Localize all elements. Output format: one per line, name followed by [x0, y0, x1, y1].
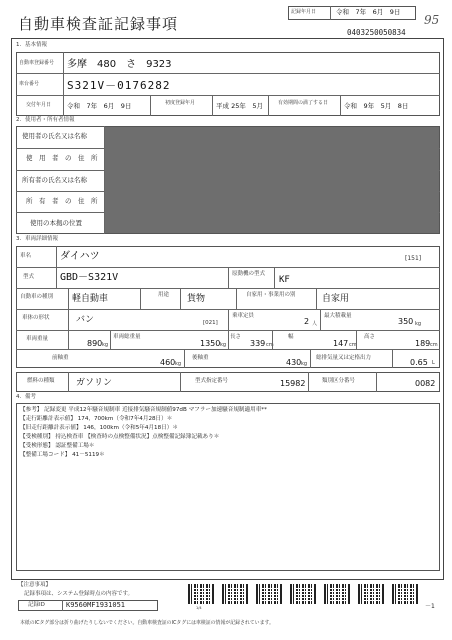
- issue-date-label: 記録年月日: [291, 9, 317, 15]
- redacted-owner-info: [105, 127, 439, 233]
- base-location-label: 使用の本拠の位置: [30, 219, 82, 227]
- qr-code: [358, 584, 384, 604]
- record-id-label: 記録ID: [28, 602, 45, 608]
- capacity-label: 乗車定員: [232, 313, 255, 319]
- type-cert-value: 15982: [280, 379, 306, 388]
- front-axle-label: 前軸重: [52, 355, 69, 361]
- qr-code: [256, 584, 282, 604]
- record-id-value: K9560MF1931051: [66, 601, 126, 609]
- page-mark: －1: [425, 603, 435, 610]
- expiry-value: 令和 9年 5月 8日: [344, 102, 409, 110]
- displacement-value: 0.65: [410, 358, 428, 367]
- qr-code: [324, 584, 350, 604]
- length-label: 長さ: [230, 334, 242, 340]
- qr-code: [392, 584, 418, 604]
- note-line: 【参考】 記録変更 平成12年騒音規制車 近接排気騒音規制値97dB マフラー加速騒音規制適用車**: [20, 407, 267, 413]
- weight-label: 車両重量: [26, 336, 49, 342]
- owner-address-label: 所 有 者 の 住 所: [26, 197, 98, 205]
- body-value: バン: [76, 315, 95, 325]
- front-axle-unit: kg: [175, 361, 182, 367]
- first-reg-value: 平成 25年 5月: [216, 102, 263, 110]
- category-label: 類別区分番号: [322, 378, 356, 384]
- width-unit: cm: [349, 342, 357, 348]
- owner-section-heading: 2．使用者・所有者情報: [16, 117, 75, 123]
- caution-heading: 【注意事項】: [18, 582, 52, 588]
- document-number: 0403250050834: [347, 28, 406, 37]
- body-code: [021]: [203, 320, 218, 326]
- rear-axle-unit: kg: [301, 361, 308, 367]
- kind-value: 軽自動車: [72, 294, 109, 304]
- issue-value: 令和 7年 6月 9日: [67, 102, 132, 110]
- note-line: 【整備工場コード】 41－5119＊: [20, 452, 105, 458]
- make-code: [151]: [405, 255, 422, 262]
- length-value: 339: [250, 339, 266, 348]
- width-value: 147: [333, 339, 349, 348]
- gross-weight-label: 車両総重量: [113, 334, 141, 340]
- qr-code: [290, 584, 316, 604]
- gross-weight-value: 1350: [200, 339, 221, 348]
- reg-no-value: 多摩 480 さ 9323: [67, 59, 172, 70]
- height-label: 高さ: [364, 334, 376, 340]
- use-label: 用途: [158, 292, 170, 298]
- kind-label: 自動車の種別: [20, 294, 54, 300]
- category-value: 0082: [415, 379, 436, 388]
- make-label: 車名: [20, 253, 32, 259]
- qr-code: [222, 584, 248, 604]
- issue-date-value: 令和 7年 6月 9日: [336, 8, 401, 16]
- rear-axle-value: 430: [286, 358, 302, 367]
- displacement-label: 総排気量又は定格出力: [316, 355, 372, 361]
- weight-unit: kg: [102, 342, 109, 348]
- rear-axle-label: 後軸重: [192, 355, 209, 361]
- qr-caption: 1/4: [196, 606, 202, 610]
- height-value: 189: [415, 339, 431, 348]
- max-load-unit: kg: [415, 321, 422, 327]
- business-label: 自家用・事業用の別: [246, 292, 296, 298]
- type-cert-label: 型式指定番号: [195, 378, 229, 384]
- note-line: 【受検種別】 持込検査車 【検査時の点検整備状況】点検整備記録簿記載あり＊: [20, 434, 220, 440]
- model-value: GBD－S321V: [60, 272, 119, 283]
- chassis-label: 車台番号: [19, 81, 40, 87]
- page-title: 自動車検査証記録事項: [18, 15, 179, 33]
- engine-label: 原動機の型式: [232, 271, 266, 277]
- make-value: ダイハツ: [60, 251, 100, 262]
- fuel-label: 燃料の種類: [27, 378, 55, 384]
- reg-no-label: 自動車登録番号: [19, 60, 55, 66]
- length-unit: cm: [266, 342, 274, 348]
- issue-label: 交付年月日: [26, 102, 52, 108]
- displacement-unit: L: [432, 360, 435, 366]
- qr-code: [188, 584, 214, 604]
- business-value: 自家用: [322, 294, 350, 304]
- caution-line: 記録事項は、システム登録時点の内容です。: [24, 591, 134, 597]
- weight-value: 890: [87, 339, 103, 348]
- handwritten-mark: 95: [424, 13, 440, 27]
- max-load-label: 最大積載量: [324, 313, 352, 319]
- gross-weight-unit: kg: [220, 342, 227, 348]
- note-line: 【走行距離計表示値】 174，700km（令和7年4月28日）＊: [20, 416, 173, 422]
- expiry-label: 有効期間の満了する日: [278, 100, 329, 106]
- fuel-value: ガソリン: [76, 378, 113, 388]
- chassis-value: S321V－0176282: [67, 79, 171, 92]
- engine-value: KF: [279, 275, 290, 285]
- height-unit: cm: [430, 342, 438, 348]
- body-label: 車体の形状: [22, 315, 50, 321]
- basic-section-heading: 1．基本情報: [16, 42, 47, 48]
- use-value: 貨物: [187, 294, 206, 304]
- capacity-unit: 人: [312, 321, 318, 327]
- owner-name-label: 所有者の氏名又は名称: [22, 176, 87, 184]
- note-line: 【旧走行距離計表示値】 146，100km（令和5年4月18日）＊: [20, 425, 178, 431]
- notes-section-heading: 4．備考: [16, 394, 36, 400]
- width-label: 幅: [288, 334, 294, 340]
- vehicle-section-heading: 3．車両詳細情報: [16, 236, 58, 242]
- user-name-label: 使用者の氏名又は名称: [22, 132, 87, 140]
- user-address-label: 使 用 者 の 住 所: [26, 154, 98, 162]
- model-label: 型式: [23, 274, 35, 280]
- capacity-value: 2: [304, 317, 310, 326]
- bottom-notice: 本紙のICタグ部分は折り曲げたりしないでください。自動車検査証のICタグには車検証の情報が記録されています。: [20, 620, 274, 626]
- note-line: 【受検形態】 認証整備工場＊: [20, 443, 95, 449]
- first-reg-label: 初度登録年月: [165, 100, 196, 106]
- max-load-value: 350: [398, 317, 414, 326]
- front-axle-value: 460: [160, 358, 176, 367]
